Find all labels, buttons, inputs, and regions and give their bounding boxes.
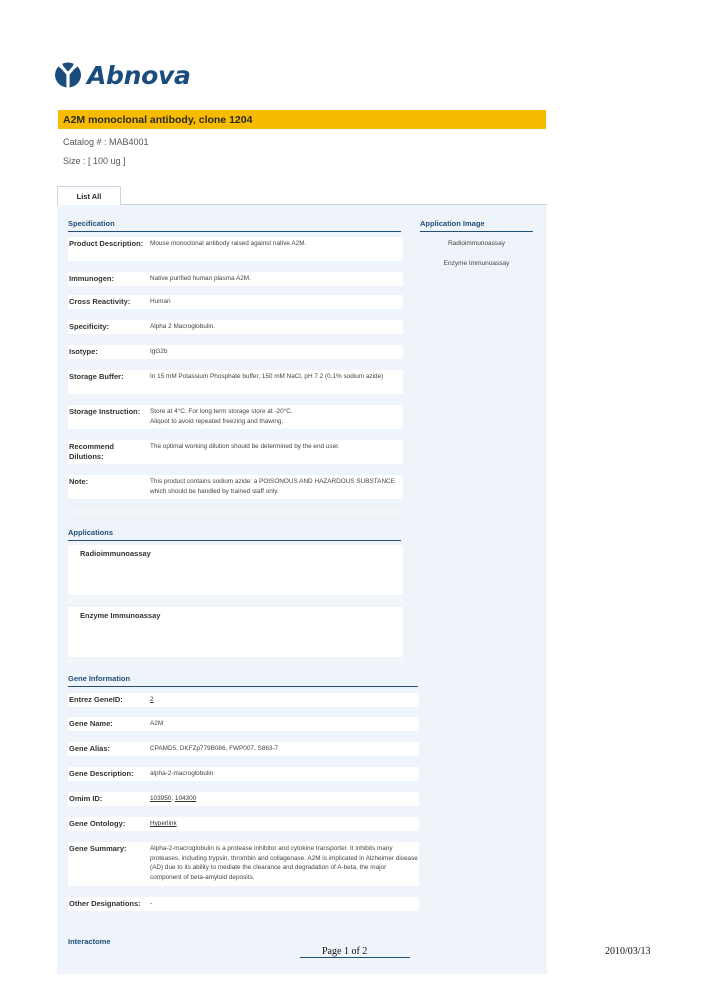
interactome-heading: Interactome xyxy=(68,937,111,946)
gene-label: Gene Name: xyxy=(69,719,113,728)
application-title: Enzyme Immunoassay xyxy=(80,611,161,620)
omim-link-1[interactable]: 103950 xyxy=(150,795,172,802)
application-image-heading: Application Image xyxy=(420,219,533,232)
spec-row-cross-reactivity xyxy=(68,295,403,315)
spec-row-isotype xyxy=(68,345,403,365)
spec-value: IgG2b xyxy=(150,348,168,355)
gene-ontology-link[interactable]: Hyperlink xyxy=(150,820,177,827)
spec-label: Isotype: xyxy=(69,347,98,356)
spec-label: Specificity: xyxy=(69,322,110,331)
omim-link-2[interactable]: 104300 xyxy=(174,795,197,802)
gene-row-name xyxy=(68,717,419,737)
spec-label: Storage Buffer: xyxy=(69,372,124,381)
gene-label: Gene Description: xyxy=(69,769,134,778)
gene-label: Gene Ontology: xyxy=(69,819,126,828)
spec-value xyxy=(150,407,395,426)
gene-label: Other Designations: xyxy=(69,899,141,908)
application-image-enzyme-immunoassay[interactable]: Enzyme Immunoassay xyxy=(443,260,510,267)
application-enzyme-immunoassay xyxy=(68,607,403,657)
brand-name: Abnova xyxy=(87,60,191,90)
gene-row-omim xyxy=(68,792,419,812)
application-image-radioimmunoassay[interactable]: Radioimmunoassay xyxy=(447,240,506,247)
tab-list-all[interactable]: List All xyxy=(57,186,121,205)
spec-row-immunogen xyxy=(68,272,403,292)
spec-label: Note: xyxy=(69,477,89,486)
product-size: Size : [ 100 ug ] xyxy=(63,156,126,166)
spec-value: This product contains sodium azide: a POISONOUS AND HAZARDOUS SUBSTANCE which should be handled by trained staff only. xyxy=(150,478,395,495)
gene-row-ontology xyxy=(68,817,419,837)
page-number: Page 1 of 2 xyxy=(322,946,368,957)
spec-row-recommend-dilutions xyxy=(68,440,403,470)
gene-row-summary xyxy=(68,842,419,892)
gene-label: Omim ID: xyxy=(69,794,103,803)
gene-label: Entrez GeneID: xyxy=(69,695,123,704)
spec-row-storage-instruction xyxy=(68,405,403,435)
gene-information-heading: Gene Information xyxy=(68,674,418,687)
applications-heading: Applications xyxy=(68,528,401,541)
gene-value: alpha-2-macroglobulin xyxy=(150,770,214,777)
gene-label: Gene Summary: xyxy=(69,844,127,853)
spec-row-product-description xyxy=(68,237,403,267)
spec-label: Recommend Dilutions: xyxy=(69,442,115,461)
product-title-bar xyxy=(58,110,546,129)
abnova-logo-icon xyxy=(53,60,83,90)
gene-value: - xyxy=(150,900,153,907)
footer-rule xyxy=(300,957,410,958)
gene-value: Alpha-2-macroglobulin is a protease inhibitor and cytokine transporter. It inhibits many proteases, including trypsin, thrombin and collagenase. A2M is implicated in Alzheimer disease (AD) due to its ability to mediate the clearance and degradation of A-beta, the major component of beta-amyloid deposits. xyxy=(150,845,418,881)
spec-row-specificity xyxy=(68,320,403,340)
application-radioimmunoassay xyxy=(68,545,403,595)
spec-row-note xyxy=(68,475,403,505)
spec-value: Human xyxy=(150,298,171,305)
gene-row-other-designations xyxy=(68,897,419,917)
spec-label: Product Description: xyxy=(69,239,144,248)
specification-heading: Specification xyxy=(68,219,401,232)
spec-value: The optimal working dilution should be determined by the end user. xyxy=(150,443,340,450)
spec-value: Native purified human plasma A2M. xyxy=(150,275,251,282)
gene-row-alias xyxy=(68,742,419,762)
catalog-number: Catalog # : MAB4001 xyxy=(63,137,149,147)
gene-value: A2M xyxy=(150,720,164,727)
product-title: A2M monoclonal antibody, clone 1204 xyxy=(63,113,253,126)
gene-row-entrez xyxy=(68,693,419,713)
spec-label: Storage Instruction: xyxy=(69,407,141,416)
abnova-logo xyxy=(53,58,191,92)
spec-value: In 15 mM Potassium Phosphate buffer, 150 mM NaCl, pH 7.2 (0.1% sodium azide) xyxy=(150,373,384,380)
entrez-gene-link[interactable]: 2 xyxy=(150,696,154,703)
spec-label: Cross Reactivity: xyxy=(69,297,131,306)
gene-value: CPAMD5, DKFZp779B086, FWP007, S863-7 xyxy=(150,745,279,752)
spec-value: Mouse monoclonal antibody raised against native A2M. xyxy=(150,240,307,247)
storage-instruction-line2: Aliquot to avoid repeated freezing and thawing. xyxy=(150,417,284,425)
spec-row-storage-buffer xyxy=(68,370,403,400)
storage-instruction-line1: Store at 4°C. For long term storage store at -20°C. xyxy=(150,408,293,415)
gene-label: Gene Alias: xyxy=(69,744,110,753)
print-date: 2010/03/13 xyxy=(605,946,651,957)
spec-value: Alpha 2 Macroglobulin. xyxy=(150,323,216,330)
spec-label: Immunogen: xyxy=(69,274,114,283)
gene-row-description xyxy=(68,767,419,787)
application-title: Radioimmunoassay xyxy=(80,549,151,558)
omim-separator: , xyxy=(171,795,175,802)
